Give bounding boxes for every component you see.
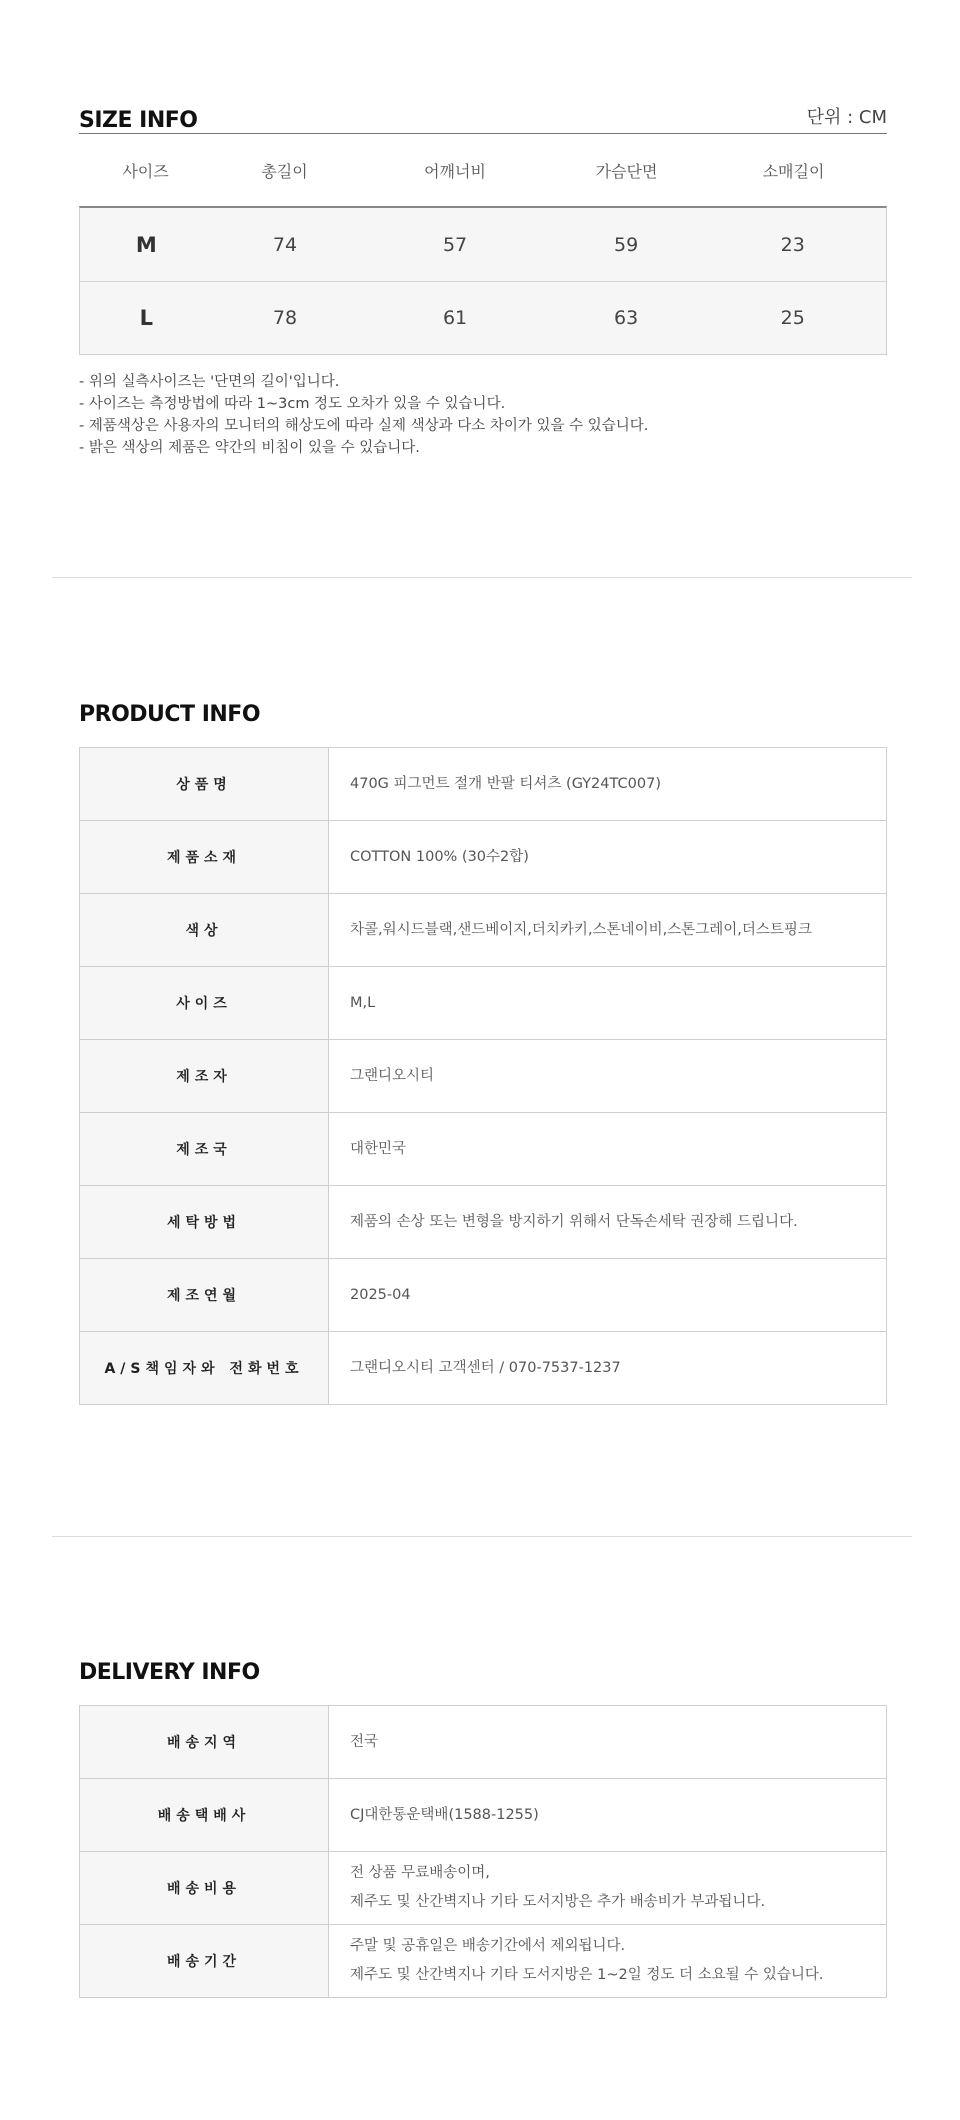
size-column-header: 가슴단면 <box>595 161 658 181</box>
size-notes <box>79 371 887 459</box>
size-column-header: 사이즈 <box>122 161 169 181</box>
row-value: 그랜디오시티 <box>350 1067 435 1084</box>
row-value-line: CJ대한통운택배(1588-1255) <box>350 1806 539 1823</box>
delivery-info-title: DELIVERY INFO <box>79 1660 260 1685</box>
size-value: 59 <box>614 233 639 256</box>
size-value: 74 <box>272 233 298 256</box>
table-row <box>80 1186 886 1259</box>
table-row <box>80 1113 886 1186</box>
product-info-section <box>79 702 887 1405</box>
size-note: - 밝은 색상의 제품은 약간의 비침이 있을 수 있습니다. <box>79 440 420 456</box>
table-row <box>80 1706 886 1779</box>
row-value: 2025-04 <box>350 1286 411 1303</box>
row-value: 470G 피그먼트 절개 반팔 티셔츠 (GY24TC007) <box>350 775 661 792</box>
size-value: 63 <box>614 307 639 329</box>
size-value: 57 <box>442 233 468 256</box>
product-info-title: PRODUCT INFO <box>79 702 261 727</box>
table-row <box>80 281 886 354</box>
row-value <box>329 1852 886 1924</box>
size-value: 25 <box>780 307 805 329</box>
size-note: - 사이즈는 측정방법에 따라 1~3cm 정도 오차가 있을 수 있습니다. <box>79 396 506 412</box>
row-value: 제품의 손상 또는 변형을 방지하기 위해서 단독손세탁 권장해 드립니다. <box>350 1213 798 1230</box>
delivery-info-table <box>79 1705 887 1998</box>
table-row <box>80 1779 886 1852</box>
row-value <box>329 1706 886 1778</box>
size-label: M <box>135 232 157 257</box>
size-value: 78 <box>272 307 298 329</box>
row-label: 제조국 <box>80 1113 329 1185</box>
row-value: 그랜디오시티 고객센터 / 070-7537-1237 <box>350 1359 621 1376</box>
size-note: - 제품색상은 사용자의 모니터의 해상도에 따라 실제 색상과 다소 차이가 있을 수 있습니다. <box>79 418 649 434</box>
table-row <box>80 1332 886 1405</box>
size-value: 23 <box>780 233 805 256</box>
row-value <box>329 1925 886 1997</box>
size-info-header <box>79 96 887 134</box>
row-value-line: 주말 및 공휴일은 배송기간에서 제외됩니다. <box>350 1938 626 1954</box>
row-label: 색상 <box>80 894 329 966</box>
row-value: 대한민국 <box>350 1140 407 1157</box>
row-label: 배송택배사 <box>80 1779 329 1851</box>
table-row <box>80 821 886 894</box>
size-note: - 위의 실측사이즈는 '단면의 길이'입니다. <box>79 374 340 390</box>
table-row <box>80 1259 886 1332</box>
size-column-header: 총길이 <box>261 161 308 181</box>
row-value-line: 제주도 및 산간벽지나 기타 도서지방은 1~2일 정도 더 소요될 수 있습니다. <box>350 1967 824 1983</box>
table-row <box>80 967 886 1040</box>
size-info-title: SIZE INFO <box>79 108 198 133</box>
row-label: 세탁방법 <box>80 1186 329 1258</box>
delivery-info-section <box>79 1660 887 1998</box>
row-label: 배송기간 <box>80 1925 329 1997</box>
table-row <box>80 1852 886 1925</box>
row-label: 배송지역 <box>80 1706 329 1778</box>
row-label: 상품명 <box>80 748 329 820</box>
row-value <box>329 1779 886 1851</box>
row-value: COTTON 100% (30수2합) <box>350 848 529 865</box>
section-divider <box>52 1536 912 1537</box>
size-value: 61 <box>442 307 468 329</box>
row-value-line: 전 상품 무료배송이며, <box>350 1865 490 1881</box>
table-row <box>80 208 886 281</box>
row-label: 제조연월 <box>80 1259 329 1331</box>
row-value: 차콜,워시드블랙,샌드베이지,더치카키,스톤네이비,스톤그레이,더스트핑크 <box>350 921 812 938</box>
product-info-table <box>79 747 887 1405</box>
size-column-header: 소매길이 <box>762 161 825 181</box>
size-info-section <box>79 96 887 459</box>
table-row <box>80 1040 886 1113</box>
size-label: L <box>139 306 154 330</box>
row-label: 배송비용 <box>80 1852 329 1924</box>
row-value: M,L <box>350 994 376 1011</box>
row-label: A/S책임자와 전화번호 <box>80 1332 329 1404</box>
table-row <box>80 894 886 967</box>
table-row <box>80 748 886 821</box>
table-row <box>80 1925 886 1998</box>
row-label: 사이즈 <box>80 967 329 1039</box>
row-label: 제품소재 <box>80 821 329 893</box>
size-column-header: 어깨너비 <box>424 161 486 181</box>
size-unit-label: 단위 : CM <box>806 107 887 128</box>
row-value-line: 제주도 및 산간벽지나 기타 도서지방은 추가 배송비가 부과됩니다. <box>350 1894 766 1910</box>
size-table-header <box>79 134 887 206</box>
size-table <box>79 206 887 355</box>
row-label: 제조자 <box>80 1040 329 1112</box>
section-divider <box>52 577 912 578</box>
row-value-line: 전국 <box>350 1733 379 1750</box>
